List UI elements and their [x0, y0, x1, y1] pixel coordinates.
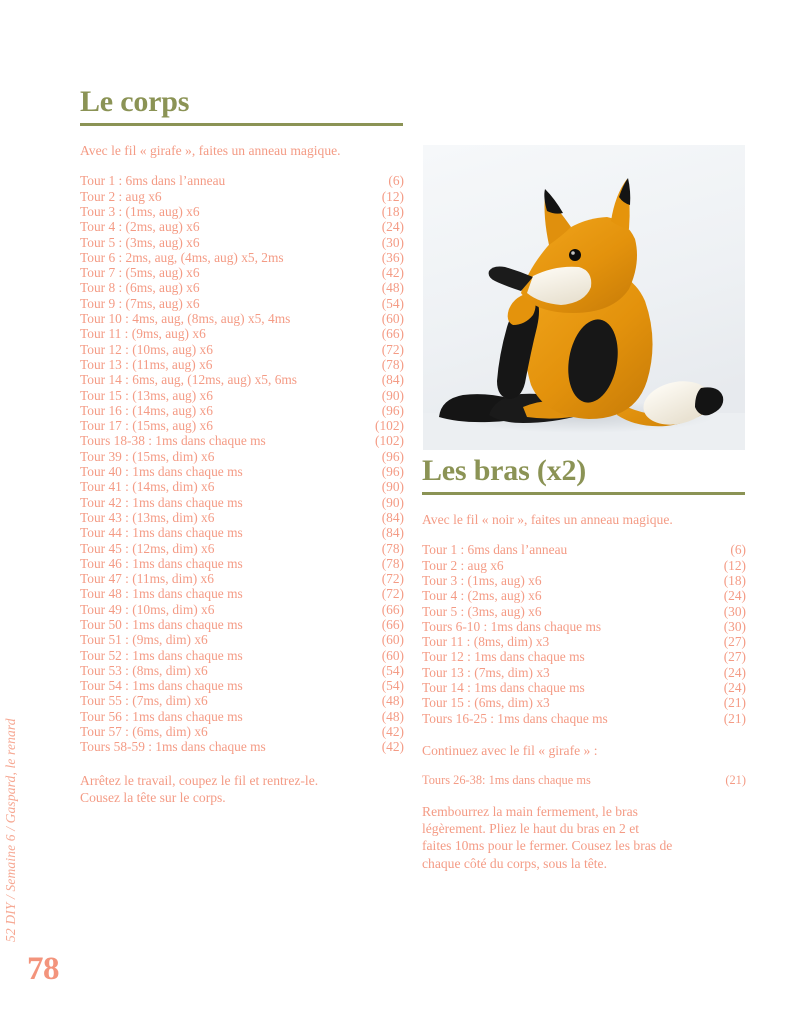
instruction-row	[422, 573, 746, 588]
instruction-text: Tour 11 : (8ms, dim) x3	[422, 634, 550, 650]
instruction-count: (12)	[381, 188, 404, 204]
instruction-count: (96)	[381, 402, 404, 418]
outro-right-line-4: chaque côté du corps, sous la tête.	[422, 855, 607, 871]
instruction-text: Tour 39 : (15ms, dim) x6	[80, 448, 215, 464]
instruction-row	[80, 250, 404, 265]
instruction-row	[80, 602, 404, 617]
instruction-text: Tour 53 : (8ms, dim) x6	[80, 662, 208, 678]
instruction-row	[80, 449, 404, 464]
instruction-text: Tours 6-10 : 1ms dans chaque ms	[422, 618, 602, 634]
instruction-row	[80, 724, 404, 739]
instruction-count: (90)	[381, 387, 404, 403]
outro-right-line-2: légèrement. Pliez le haut du bras en 2 et	[422, 820, 640, 836]
instruction-row	[80, 265, 404, 280]
instruction-row	[80, 173, 404, 188]
instruction-text: Tour 45 : (12ms, dim) x6	[80, 540, 215, 556]
section-title-les-bras: Les bras (x2)	[422, 454, 587, 487]
instruction-row	[422, 773, 746, 788]
instruction-row	[422, 634, 746, 649]
section-title-le-corps: Le corps	[80, 85, 190, 118]
instruction-count: (84)	[381, 525, 404, 541]
outro-text-left	[80, 772, 404, 807]
instruction-count: (21)	[723, 695, 746, 711]
section-rule-left	[80, 123, 403, 126]
instruction-count: (66)	[381, 616, 404, 632]
instruction-count: (102)	[374, 433, 404, 449]
instruction-text: Tours 16-25 : 1ms dans chaque ms	[422, 710, 608, 726]
instruction-count: (21)	[723, 710, 746, 726]
instruction-text: Tour 41 : (14ms, dim) x6	[80, 479, 215, 495]
instruction-row	[422, 680, 746, 695]
instruction-row	[422, 619, 746, 634]
instruction-row	[422, 649, 746, 664]
instruction-count: (102)	[374, 418, 404, 434]
instruction-count: (72)	[381, 571, 404, 587]
instruction-count: (54)	[381, 295, 404, 311]
instruction-count: (60)	[381, 632, 404, 648]
instruction-text: Tour 12 : (10ms, aug) x6	[80, 341, 213, 357]
instruction-count: (48)	[381, 693, 404, 709]
instruction-row	[422, 711, 746, 726]
instruction-count: (6)	[388, 173, 404, 189]
instruction-text: Tour 54 : 1ms dans chaque ms	[80, 678, 243, 694]
instruction-row	[80, 219, 404, 234]
instruction-count: (42)	[381, 739, 404, 755]
instruction-row	[422, 604, 746, 619]
instruction-text: Tour 17 : (15ms, aug) x6	[80, 418, 213, 434]
instruction-row	[80, 678, 404, 693]
fox-illustration	[423, 145, 745, 450]
instruction-text: Tour 4 : (2ms, aug) x6	[80, 219, 200, 235]
instruction-count: (12)	[723, 557, 746, 573]
instruction-row	[80, 204, 404, 219]
instruction-text: Tour 42 : 1ms dans chaque ms	[80, 494, 243, 510]
outro-right-line-1: Rembourrez la main fermement, le bras	[422, 803, 638, 819]
instruction-count: (36)	[381, 249, 404, 265]
instruction-text: Tour 2 : aug x6	[422, 557, 504, 573]
instruction-text: Tour 13 : (7ms, dim) x3	[422, 664, 550, 680]
instruction-text: Tour 12 : 1ms dans chaque ms	[422, 649, 585, 665]
intro-text-right: Avec le fil « noir », faites un anneau magique.	[422, 512, 673, 528]
instruction-text: Tour 3 : (1ms, aug) x6	[422, 572, 542, 588]
instruction-row	[422, 695, 746, 710]
instruction-text: Tour 10 : 4ms, aug, (8ms, aug) x5, 4ms	[80, 311, 291, 327]
instruction-count: (66)	[381, 326, 404, 342]
instruction-text: Tour 5 : (3ms, aug) x6	[422, 603, 542, 619]
instruction-count: (27)	[723, 649, 746, 665]
instruction-row	[80, 739, 404, 754]
outro-left-line-1: Arrêtez le travail, coupez le fil et rentrez-le.	[80, 772, 319, 788]
instruction-row	[80, 495, 404, 510]
running-head: 52 DIY / Semaine 6 / Gaspard, le renard	[3, 718, 18, 942]
instruction-count: (84)	[381, 509, 404, 525]
instruction-row	[80, 510, 404, 525]
instruction-rows-les-bras	[422, 542, 746, 726]
page-margin-sidebar	[0, 0, 80, 1020]
instruction-row	[422, 588, 746, 603]
instruction-text: Tour 50 : 1ms dans chaque ms	[80, 616, 243, 632]
instruction-count: (42)	[381, 724, 404, 740]
instruction-text: Tour 4 : (2ms, aug) x6	[422, 588, 542, 604]
instruction-count: (30)	[723, 618, 746, 634]
instruction-text: Tour 57 : (6ms, dim) x6	[80, 724, 208, 740]
instruction-count: (96)	[381, 448, 404, 464]
instruction-rows-continue	[422, 773, 746, 788]
instruction-count: (54)	[381, 678, 404, 694]
instruction-count: (90)	[381, 479, 404, 495]
instruction-row	[80, 388, 404, 403]
instruction-text: Tour 13 : (11ms, aug) x6	[80, 356, 213, 372]
instruction-row	[80, 648, 404, 663]
instruction-count: (24)	[723, 680, 746, 696]
instruction-text: Tour 11 : (9ms, aug) x6	[80, 326, 206, 342]
instruction-count: (30)	[381, 234, 404, 250]
instruction-count: (60)	[381, 311, 404, 327]
instruction-count: (42)	[381, 265, 404, 281]
instruction-text: Tour 49 : (10ms, dim) x6	[80, 601, 215, 617]
instruction-row	[80, 311, 404, 326]
outro-text-right	[422, 803, 746, 873]
instruction-row	[80, 663, 404, 678]
instruction-text: Tour 8 : (6ms, aug) x6	[80, 280, 200, 296]
instruction-count: (84)	[381, 372, 404, 388]
instruction-row	[80, 541, 404, 556]
instruction-count: (72)	[381, 586, 404, 602]
instruction-text: Tour 48 : 1ms dans chaque ms	[80, 586, 243, 602]
instruction-count: (78)	[381, 540, 404, 556]
instruction-count: (6)	[730, 542, 746, 558]
instruction-row	[80, 235, 404, 250]
instruction-text: Tour 3 : (1ms, aug) x6	[80, 203, 200, 219]
instruction-text: Tour 56 : 1ms dans chaque ms	[80, 708, 243, 724]
outro-left-line-2: Cousez la tête sur le corps.	[80, 790, 226, 806]
fox-photo	[423, 145, 745, 450]
instruction-count: (72)	[381, 341, 404, 357]
instruction-count: (78)	[381, 356, 404, 372]
instruction-text: Tour 16 : (14ms, aug) x6	[80, 402, 213, 418]
instruction-row	[80, 433, 404, 448]
instruction-row	[80, 617, 404, 632]
outro-right-line-3: faites 10ms pour le fermer. Cousez les bras de	[422, 838, 673, 854]
section-rule-right	[422, 492, 745, 495]
instruction-text: Tour 46 : 1ms dans chaque ms	[80, 555, 243, 571]
instruction-row	[80, 586, 404, 601]
instruction-row	[422, 542, 746, 557]
instruction-row	[422, 665, 746, 680]
page-number: 78	[27, 951, 59, 987]
instruction-text: Tour 40 : 1ms dans chaque ms	[80, 464, 243, 480]
instruction-row	[80, 326, 404, 341]
instruction-text: Tour 15 : (6ms, dim) x3	[422, 695, 550, 711]
instruction-row	[80, 525, 404, 540]
instruction-text: Tour 7 : (5ms, aug) x6	[80, 265, 200, 281]
instruction-text: Tour 47 : (11ms, dim) x6	[80, 571, 214, 587]
instruction-row	[80, 479, 404, 494]
instruction-count: (30)	[723, 603, 746, 619]
instruction-text: Tour 6 : 2ms, aug, (4ms, aug) x5, 2ms	[80, 249, 284, 265]
instruction-text: Tour 51 : (9ms, dim) x6	[80, 632, 208, 648]
instruction-text: Tour 55 : (7ms, dim) x6	[80, 693, 208, 709]
instruction-row	[80, 403, 404, 418]
instruction-count: (48)	[381, 708, 404, 724]
instruction-row	[80, 342, 404, 357]
section-le-corps	[80, 86, 404, 820]
instruction-row	[80, 280, 404, 295]
instruction-text: Tour 9 : (7ms, aug) x6	[80, 295, 200, 311]
instruction-text: Tour 1 : 6ms dans l’anneau	[80, 173, 226, 189]
instruction-text: Tour 2 : aug x6	[80, 188, 162, 204]
instruction-text: Tour 15 : (13ms, aug) x6	[80, 387, 213, 403]
instruction-row	[80, 418, 404, 433]
instruction-count: (27)	[723, 634, 746, 650]
instruction-rows-le-corps	[80, 173, 404, 754]
instruction-text: Tour 43 : (13ms, dim) x6	[80, 509, 215, 525]
instruction-count: (90)	[381, 494, 404, 510]
intro-text-left: Avec le fil « girafe », faites un anneau magique.	[80, 143, 341, 159]
instruction-row	[80, 189, 404, 204]
instruction-row	[80, 464, 404, 479]
instruction-row	[80, 357, 404, 372]
instruction-count: (18)	[723, 572, 746, 588]
instruction-text: Tours 58-59 : 1ms dans chaque ms	[80, 739, 266, 755]
instruction-text: Tour 14 : 6ms, aug, (12ms, aug) x5, 6ms	[80, 372, 298, 388]
instruction-row	[80, 296, 404, 311]
instruction-row	[80, 556, 404, 571]
instruction-text: Tour 14 : 1ms dans chaque ms	[422, 680, 585, 696]
instruction-row	[422, 558, 746, 573]
continue-note: Continuez avec le fil « girafe » :	[422, 742, 598, 758]
instruction-text: Tour 52 : 1ms dans chaque ms	[80, 647, 243, 663]
instruction-text: Tours 26-38: 1ms dans chaque ms	[422, 772, 591, 787]
instruction-count: (78)	[381, 555, 404, 571]
instruction-text: Tour 5 : (3ms, aug) x6	[80, 234, 200, 250]
instruction-row	[80, 571, 404, 586]
instruction-row	[80, 693, 404, 708]
section-les-bras	[422, 455, 746, 886]
instruction-count: (60)	[381, 647, 404, 663]
instruction-text: Tour 44 : 1ms dans chaque ms	[80, 525, 243, 541]
instruction-count: (48)	[381, 280, 404, 296]
instruction-row	[80, 372, 404, 387]
instruction-text: Tour 1 : 6ms dans l’anneau	[422, 542, 568, 558]
instruction-text: Tours 18-38 : 1ms dans chaque ms	[80, 433, 266, 449]
instruction-count: (21)	[725, 772, 746, 787]
instruction-row	[80, 632, 404, 647]
instruction-count: (24)	[723, 664, 746, 680]
instruction-count: (24)	[381, 219, 404, 235]
instruction-count: (96)	[381, 464, 404, 480]
instruction-count: (24)	[723, 588, 746, 604]
instruction-count: (54)	[381, 662, 404, 678]
instruction-row	[80, 709, 404, 724]
instruction-count: (18)	[381, 203, 404, 219]
instruction-count: (66)	[381, 601, 404, 617]
